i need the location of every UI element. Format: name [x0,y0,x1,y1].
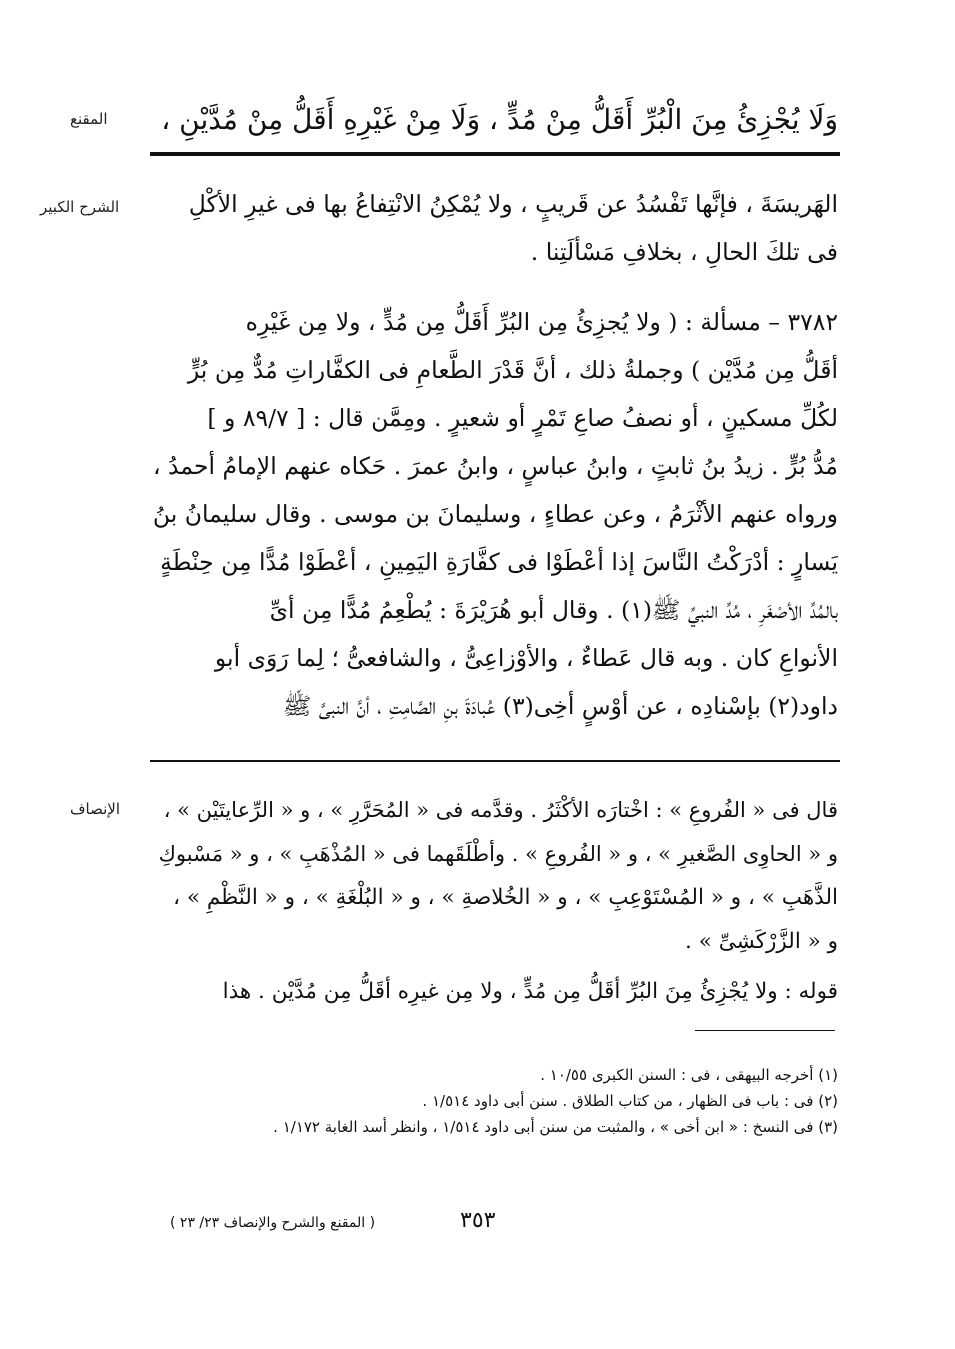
insaf-line: الذَّهَبِ » ، و « المُسْتَوْعِبِ » ، و « الخُلاصةِ » ، و « البُلْغَةِ » ، و « النَّظْمِ » ، [173,885,838,910]
footnote-divider [695,1030,835,1031]
masala-line: أقَلُّ مِن مُدَّيْن ) وجملةُ ذلك ، أنَّ قَدْرَ الطَّعامِ فى الكفَّاراتِ مُدٌّ مِن بُرٍّ [187,356,838,384]
section-divider-thin [150,760,840,762]
masala-line: ورواه عنهم الأثْرَمُ ، وعن عطاءٍ ، وسليمانَ بن موسى . وقال سليمانُ بنُ [152,500,838,528]
insaf-text-block [150,788,838,964]
label-sharh: الشرح الكبير [40,198,120,216]
page-number: ٣٥٣ [460,1208,496,1233]
footnote: (١) أخرجه البيهقى ، فى : السنن الكبرى ١٠/٥٥ . [540,1066,838,1084]
masala-line: مُدُّ بُرٍّ . زيدُ بنُ ثابتٍ ، وابنُ عباسٍ ، وابنُ عمرَ . حَكاه عنهم الإمامُ أحمدُ ، [153,452,838,480]
sharh-text-block [150,180,838,276]
masala-line: يَسارٍ : أدْرَكْتُ النَّاسَ إذا أعْطَوْا فى كفَّارَةِ اليَمِينِ ، أعْطَوْا مُدًّا مِن حِنْطَةٍ [160,548,838,576]
masala-line: الأنواعِ كان . وبه قال عَطاءٌ ، والأوْزاعِىُّ ، والشافعىُّ ؛ لِما رَوَى أبو [214,644,838,672]
masala-text-block [150,298,838,730]
footnote: (٢) فى : باب فى الظهار ، من كتاب الطلاق . سنن أبى داود ١/٥١٤ . [422,1092,838,1110]
sharh-line: فى تلكَ الحالِ ، بخلافِ مَسْألَتِنا . [530,238,838,266]
label-insaf: الإنصاف [70,800,121,818]
masala-line: بالمُدِّ الأصْغَرِ ، مُدِّ النبيِّ ﷺ(١) . وقال أبو هُرَيْرَةَ : يُطْعِمُ مُدًّا مِن أىِّ [269,596,838,624]
masala-line: ٣٧٨٢ – مسألة : ( ولا يُجزِئُ مِن البُرِّ أَقَلُّ مِن مُدٍّ ، ولا مِن غَيْرِه [245,308,838,336]
qawluh-line: قوله : ولا يُجْزِئُ مِنَ البُرِّ أقَلُّ مِن مُدٍّ ، ولا مِن غيرِه أقَلُّ مِن مُدَّيْن . هذا [222,979,838,1004]
insaf-line: قال فى « الفُروعِ » : اخْتارَه الأكْثَرُ . وقدَّمه فى « المُحَرَّرِ » ، و « الرِّعايتَيْن » ، [163,798,838,822]
muqni-line: وَلَا يُجْزِئُ مِنَ الْبُرِّ أَقَلُّ مِنْ مُدٍّ ، وَلَا مِنْ غَيْرِهِ أَقَلُّ مِنْ مُدَّيْنِ ، [161,103,838,136]
masala-line: لكُلِّ مسكينٍ ، أو نصفُ صاعِ تَمْرٍ أو شعيرٍ . ومِمَّن قال : [ ٨٩/٧ و ] [207,404,838,432]
insaf-line: و « الزَّرْكَشِىِّ » . [685,929,838,954]
masala-line: داود(٢) بإسْنادِه ، عن أوْسٍ أخِى(٣) عُبادَةَ بنِ الصَّامِتِ ، أنَّ النبىَّ ﷺ [282,692,838,720]
sharh-line: الهَريسَةَ ، فإنَّها تَفْسُدُ عن قَريبٍ ، ولا يُمْكِنُ الانْتِفاعُ بها فى غيرِ الأكْلِ [188,190,838,218]
qawluh-text-block [150,970,838,1014]
muqni-text-block [150,92,838,148]
label-muqni: المقنع [70,110,108,128]
footnotes [150,1062,838,1140]
print-signature: ( المقنع والشرح والإنصاف ٢٣/ ٢٣ ) [170,1215,376,1231]
footnote: (٣) فى النسخ : « ابن أخى » ، والمثبت من سنن أبى داود ١/٥١٤ ، وانظر أسد الغابة ١/١٧٢ . [273,1118,838,1136]
insaf-line: و « الحاوِى الصَّغيرِ » ، و « الفُروعِ » . وأطْلَقَهما فى « المُذْهَبِ » ، و « مَسْبوكِ [158,842,838,866]
section-divider-thick [150,152,840,156]
